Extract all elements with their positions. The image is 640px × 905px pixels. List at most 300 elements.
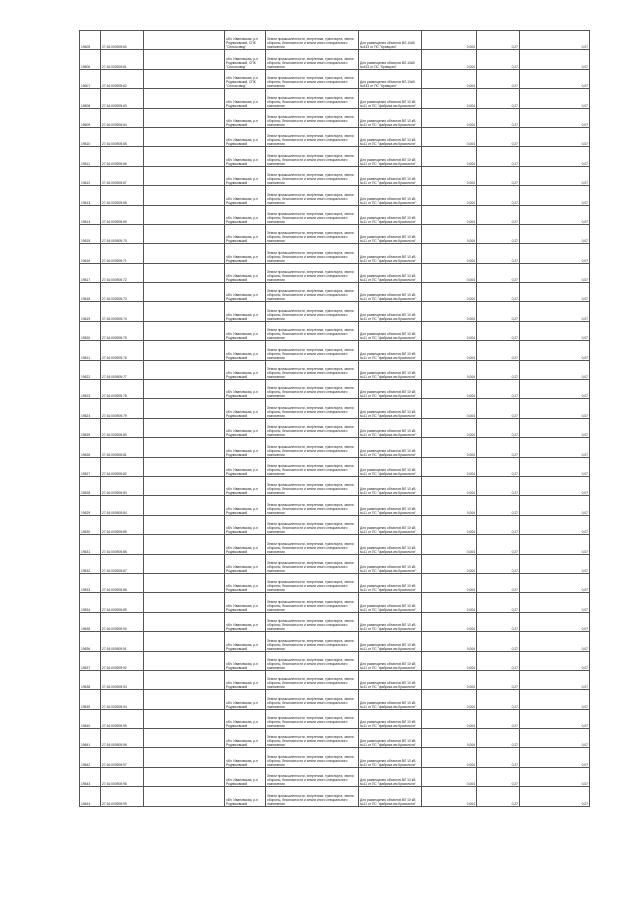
record-number-cell-text: 19611 <box>81 161 90 166</box>
cadastral-number-cell <box>101 438 144 457</box>
rate-cell-text: 0,27 <box>511 200 518 205</box>
table-row <box>80 651 590 670</box>
record-number-cell <box>80 670 101 689</box>
land-category-cell <box>266 89 359 108</box>
cadastral-number-cell-text: 27:16:000905:98 <box>102 782 127 787</box>
permitted-use-cell <box>359 457 422 476</box>
table-row <box>80 709 590 728</box>
value-cell-text: 0,07 <box>581 549 588 554</box>
address-cell <box>225 147 266 166</box>
address-cell-text: обл. Ивановская, р-н Родниковский <box>226 215 258 224</box>
value-cell-text: 0,07 <box>581 646 588 651</box>
rate-cell-text: 0,27 <box>511 161 518 166</box>
land-category-cell-text: Земли промышленности, энергетики, транспорта, земли обороны, безопасности и земли иного специального назначения <box>267 425 354 438</box>
rate-cell-text: 0,27 <box>511 278 518 283</box>
permitted-use-cell <box>359 709 422 728</box>
value-cell-text: 0,07 <box>581 375 588 380</box>
area-cell <box>422 554 477 573</box>
record-number-cell <box>80 283 101 302</box>
area-cell-text: 0,004 <box>466 530 475 535</box>
permitted-use-cell <box>359 515 422 534</box>
area-cell <box>422 612 477 631</box>
area-cell <box>422 729 477 748</box>
area-cell-text: 0,004 <box>466 375 475 380</box>
land-category-cell-text: Земли промышленности, энергетики, транспорта, земли обороны, безопасности и земли иного специального назначения <box>267 463 354 476</box>
area-cell-text: 0,004 <box>466 45 475 50</box>
record-number-cell-text: 19635 <box>81 627 91 632</box>
rate-cell <box>477 690 520 709</box>
land-category-cell-text: Земли промышленности, энергетики, транспорта, земли обороны, безопасности и земли иного специального назначения <box>267 619 354 632</box>
value-cell <box>520 31 590 50</box>
cadastral-number-cell <box>101 399 144 418</box>
permitted-use-cell-text: Для размещения объектов ВЛ 10 кВ №11 от ПС "фабрика им Красильни" <box>360 312 416 321</box>
record-number-cell-text: 19632 <box>81 568 91 573</box>
record-number-cell <box>80 50 101 69</box>
record-number-cell <box>80 612 101 631</box>
land-category-cell <box>266 418 359 437</box>
address-cell-text: обл. Ивановская, р-н Родниковский <box>226 351 258 360</box>
address-cell <box>225 166 266 185</box>
permitted-use-cell <box>359 69 422 88</box>
permitted-use-cell-text: Для размещения объектов ВЛ 10 кВ №11 от ПС "фабрика им Красильни" <box>360 157 416 166</box>
table-row <box>80 263 590 282</box>
cadastral-number-cell <box>101 670 144 689</box>
rate-cell-text: 0,27 <box>511 297 518 302</box>
area-cell-text: 0,004 <box>466 394 475 399</box>
address-cell-text: обл. Ивановская, р-н Родниковский <box>226 118 258 127</box>
cadastral-number-cell-text: 27:16:000905:64 <box>102 122 127 127</box>
permitted-use-cell-text: Для размещения объектов ВЛ 10 кВ №11 от ПС "фабрика им Красильни" <box>360 467 416 476</box>
rate-cell <box>477 108 520 127</box>
permitted-use-cell-text: Для размещения объектов ВЛ 10 кВ №11 от ПС "фабрика им Красильни" <box>360 118 416 127</box>
record-number-cell <box>80 89 101 108</box>
rate-cell <box>477 476 520 495</box>
land-category-cell <box>266 535 359 554</box>
empty-cell <box>144 418 225 437</box>
permitted-use-cell-text: Для размещения объектов ВЛ 10 кВ №11 от ПС "фабрика им Красильни" <box>360 274 416 283</box>
empty-cell <box>144 515 225 534</box>
permitted-use-cell <box>359 283 422 302</box>
permitted-use-cell-text: Для размещения объектов ВЛ 10 кВ №11 от ПС "фабрика им Красильни" <box>360 235 416 244</box>
rate-cell-text: 0,27 <box>511 413 518 418</box>
address-cell-text: обл. Ивановская, р-н Родниковский <box>226 254 258 263</box>
value-cell-text: 0,07 <box>581 588 588 593</box>
value-cell-text: 0,07 <box>581 278 588 283</box>
land-category-cell <box>266 380 359 399</box>
document-page <box>79 30 588 807</box>
value-cell-text: 0,07 <box>581 336 588 341</box>
record-number-cell <box>80 709 101 728</box>
value-cell <box>520 341 590 360</box>
land-category-cell-text: Земли промышленности, энергетики, транспорта, земли обороны, безопасности и земли иного специального назначения <box>267 367 354 380</box>
record-number-cell-text: 19638 <box>81 685 91 690</box>
record-number-cell <box>80 632 101 651</box>
area-cell <box>422 283 477 302</box>
record-number-cell-text: 19627 <box>81 471 91 476</box>
cadastral-number-cell-text: 27:16:000905:76 <box>102 355 127 360</box>
land-category-cell-text: Земли промышленности, энергетики, транспорта, земли обороны, безопасности и земли иного специального назначения <box>267 95 354 108</box>
value-cell <box>520 496 590 515</box>
land-category-cell <box>266 321 359 340</box>
value-cell <box>520 476 590 495</box>
address-cell <box>225 108 266 127</box>
land-category-cell <box>266 651 359 670</box>
value-cell <box>520 360 590 379</box>
record-number-cell-text: 19624 <box>81 413 91 418</box>
cadastral-number-cell <box>101 69 144 88</box>
area-cell-text: 0,004 <box>466 568 475 573</box>
rate-cell <box>477 709 520 728</box>
value-cell-text: 0,07 <box>581 258 588 263</box>
area-cell-text: 0,004 <box>466 103 475 108</box>
cadastral-number-cell <box>101 651 144 670</box>
address-cell-text: обл. Ивановская, р-н Родниковский <box>226 642 258 651</box>
area-cell <box>422 767 477 786</box>
area-cell-text: 0,004 <box>466 200 475 205</box>
record-number-cell <box>80 108 101 127</box>
address-cell-text: обл. Ивановская, р-н Родниковский <box>226 778 258 787</box>
record-number-cell-text: 19613 <box>81 200 91 205</box>
permitted-use-cell <box>359 593 422 612</box>
record-number-cell-text: 19617 <box>81 278 91 283</box>
address-cell-text: обл. Ивановская, р-н Родниковский <box>226 487 258 496</box>
address-cell-text: обл. Ивановская, р-н Родниковский, СПК "Сельхозвод" <box>226 56 258 69</box>
land-category-cell <box>266 670 359 689</box>
rate-cell <box>477 593 520 612</box>
permitted-use-cell <box>359 573 422 592</box>
address-cell <box>225 690 266 709</box>
land-category-cell <box>266 593 359 612</box>
table-row <box>80 612 590 631</box>
area-cell-text: 0,004 <box>466 316 475 321</box>
cadastral-number-cell <box>101 89 144 108</box>
land-category-cell-text: Земли промышленности, энергетики, транспорта, земли обороны, безопасности и земли иного специального назначения <box>267 696 354 709</box>
value-cell <box>520 108 590 127</box>
land-category-cell <box>266 767 359 786</box>
permitted-use-cell <box>359 321 422 340</box>
value-cell-text: 0,07 <box>581 219 588 224</box>
cadastral-number-cell <box>101 244 144 263</box>
rate-cell <box>477 496 520 515</box>
area-cell <box>422 341 477 360</box>
rate-cell-text: 0,27 <box>511 665 518 670</box>
value-cell <box>520 767 590 786</box>
cadastral-number-cell-text: 27:16:000905:96 <box>102 743 127 748</box>
land-category-cell <box>266 612 359 631</box>
value-cell <box>520 147 590 166</box>
record-number-cell-text: 19610 <box>81 142 91 147</box>
permitted-use-cell-text: Для размещения объектов ВЛ 10 кВ №11 от ПС "фабрика им Красильни" <box>360 332 416 341</box>
land-category-cell-text: Земли промышленности, энергетики, транспорта, земли обороны, безопасности и земли иного специального назначения <box>267 502 354 515</box>
value-cell-text: 0,07 <box>581 627 588 632</box>
record-number-cell-text: 19625 <box>81 433 91 438</box>
address-cell <box>225 535 266 554</box>
area-cell <box>422 302 477 321</box>
permitted-use-cell-text: Для размещения объектов ВЛ 10 кВ №11 от ПС "фабрика им Красильни" <box>360 797 416 806</box>
address-cell <box>225 302 266 321</box>
address-cell-text: обл. Ивановская, р-н Родниковский <box>226 371 258 380</box>
cadastral-number-cell <box>101 690 144 709</box>
land-category-cell <box>266 690 359 709</box>
cadastral-number-cell-text: 27:16:000905:85 <box>102 530 127 535</box>
area-cell <box>422 670 477 689</box>
record-number-cell-text: 19608 <box>81 103 91 108</box>
cadastral-number-cell <box>101 457 144 476</box>
rate-cell-text: 0,27 <box>511 219 518 224</box>
address-cell-text: обл. Ивановская, р-н Родниковский <box>226 467 258 476</box>
rate-cell <box>477 147 520 166</box>
permitted-use-cell-text: Для размещения объектов ВЛ 10 кВ №11 от ПС "фабрика им Красильни" <box>360 739 416 748</box>
table-row <box>80 69 590 88</box>
address-cell <box>225 380 266 399</box>
permitted-use-cell-text: Для размещения объектов ВЛ 10 кВ №11 от ПС "фабрика им Красильни" <box>360 177 416 186</box>
land-category-cell-text: Земли промышленности, энергетики, транспорта, земли обороны, безопасности и земли иного специального назначения <box>267 37 354 50</box>
land-category-cell <box>266 787 359 806</box>
permitted-use-cell <box>359 399 422 418</box>
cadastral-number-cell <box>101 709 144 728</box>
rate-cell-text: 0,27 <box>511 530 518 535</box>
table-row <box>80 690 590 709</box>
record-number-cell <box>80 476 101 495</box>
land-category-cell <box>266 554 359 573</box>
empty-cell <box>144 476 225 495</box>
cadastral-number-cell-text: 27:16:000905:83 <box>102 491 127 496</box>
address-cell-text: обл. Ивановская, р-н Родниковский <box>226 429 258 438</box>
land-category-cell-text: Земли промышленности, энергетики, транспорта, земли обороны, безопасности и земли иного специального назначения <box>267 793 354 806</box>
record-number-cell <box>80 515 101 534</box>
permitted-use-cell-text: Для размещения объектов ВЛ 10 кВ №11 от ПС "фабрика им Красильни" <box>360 506 416 515</box>
land-category-cell <box>266 360 359 379</box>
permitted-use-cell <box>359 302 422 321</box>
record-number-cell-text: 19612 <box>81 181 91 186</box>
table-row <box>80 31 590 50</box>
empty-cell <box>144 186 225 205</box>
area-cell <box>422 50 477 69</box>
land-category-cell-text: Земли промышленности, энергетики, транспорта, земли обороны, безопасности и земли иного специального назначения <box>267 580 354 593</box>
rate-cell <box>477 651 520 670</box>
address-cell <box>225 50 266 69</box>
value-cell <box>520 612 590 631</box>
land-category-cell-text: Земли промышленности, энергетики, транспорта, земли обороны, безопасности и земли иного специального назначения <box>267 347 354 360</box>
land-category-cell-text: Земли промышленности, энергетики, транспорта, земли обороны, безопасности и земли иного специального назначения <box>267 677 354 690</box>
value-cell <box>520 748 590 767</box>
permitted-use-cell-text: Для размещения объектов ВЛ 10 кВ №11 от ПС "фабрика им Красильни" <box>360 99 416 108</box>
area-cell <box>422 31 477 50</box>
empty-cell <box>144 321 225 340</box>
cadastral-number-cell <box>101 166 144 185</box>
land-category-cell-text: Земли промышленности, энергетики, транспорта, земли обороны, безопасности и земли иного специального назначения <box>267 405 354 418</box>
cadastral-number-cell-text: 27:16:000905:94 <box>102 704 127 709</box>
cadastral-number-cell <box>101 321 144 340</box>
area-cell <box>422 709 477 728</box>
record-number-cell-text: 19630 <box>81 530 91 535</box>
value-cell-text: 0,07 <box>581 685 588 690</box>
permitted-use-cell <box>359 224 422 243</box>
record-number-cell <box>80 69 101 88</box>
address-cell <box>225 748 266 767</box>
value-cell <box>520 321 590 340</box>
rate-cell <box>477 341 520 360</box>
land-category-cell <box>266 166 359 185</box>
area-cell <box>422 244 477 263</box>
permitted-use-cell-text: Для размещения объектов ВЛ 10 кВ №11 от ПС "фабрика им Красильни" <box>360 215 416 224</box>
rate-cell <box>477 283 520 302</box>
land-category-cell <box>266 108 359 127</box>
rate-cell-text: 0,27 <box>511 258 518 263</box>
value-cell <box>520 593 590 612</box>
record-number-cell <box>80 496 101 515</box>
land-category-cell <box>266 341 359 360</box>
address-cell-text: обл. Ивановская, р-н Родниковский, СПК "Сельхозвод" <box>226 76 258 89</box>
record-number-cell-text: 19605 <box>81 45 91 50</box>
land-category-cell-text: Земли промышленности, энергетики, транспорта, земли обороны, безопасности и земли иного специального назначения <box>267 192 354 205</box>
value-cell <box>520 166 590 185</box>
cadastral-number-cell-text: 27:16:000905:66 <box>102 161 127 166</box>
cadastral-number-cell-text: 27:16:000905:80 <box>102 433 127 438</box>
area-cell-text: 0,004 <box>466 84 475 89</box>
value-cell-text: 0,07 <box>581 762 588 767</box>
permitted-use-cell-text: Для размещения объектов ВЛ 10 кВ №11 от ПС "фабрика им Красильни" <box>360 526 416 535</box>
rate-cell <box>477 166 520 185</box>
permitted-use-cell <box>359 147 422 166</box>
rate-cell <box>477 205 520 224</box>
value-cell-text: 0,07 <box>581 607 588 612</box>
record-number-cell <box>80 438 101 457</box>
area-cell <box>422 360 477 379</box>
land-category-cell <box>266 399 359 418</box>
area-cell-text: 0,004 <box>466 588 475 593</box>
value-cell <box>520 244 590 263</box>
empty-cell <box>144 147 225 166</box>
area-cell <box>422 399 477 418</box>
address-cell <box>225 496 266 515</box>
address-cell <box>225 31 266 50</box>
cadastral-number-cell-text: 27:16:000905:78 <box>102 394 127 399</box>
empty-cell <box>144 224 225 243</box>
empty-cell <box>144 341 225 360</box>
rate-cell-text: 0,27 <box>511 491 518 496</box>
address-cell <box>225 612 266 631</box>
rate-cell-text: 0,27 <box>511 782 518 787</box>
cadastral-number-cell-text: 27:16:000905:60 <box>102 45 127 50</box>
land-category-cell-text: Земли промышленности, энергетики, транспорта, земли обороны, безопасности и земли иного специального назначения <box>267 657 354 670</box>
record-number-cell-text: 19620 <box>81 336 91 341</box>
area-cell-text: 0,004 <box>466 239 475 244</box>
rate-cell-text: 0,27 <box>511 801 518 806</box>
record-number-cell-text: 19631 <box>81 549 91 554</box>
cadastral-number-cell <box>101 767 144 786</box>
permitted-use-cell-text: Для размещения объектов ВЛ 10 кВ №11 от ПС "фабрика им Красильни" <box>360 564 416 573</box>
value-cell-text: 0,07 <box>581 471 588 476</box>
address-cell <box>225 399 266 418</box>
empty-cell <box>144 670 225 689</box>
area-cell <box>422 515 477 534</box>
empty-cell <box>144 554 225 573</box>
land-category-cell-text: Земли промышленности, энергетики, транспорта, земли обороны, безопасности и земли иного специального назначения <box>267 308 354 321</box>
value-cell <box>520 573 590 592</box>
land-category-cell <box>266 127 359 146</box>
value-cell <box>520 283 590 302</box>
land-category-cell-text: Земли промышленности, энергетики, транспорта, земли обороны, безопасности и земли иного специального назначения <box>267 250 354 263</box>
address-cell-text: обл. Ивановская, р-н Родниковский <box>226 720 258 729</box>
value-cell <box>520 224 590 243</box>
table-row <box>80 50 590 69</box>
permitted-use-cell-text: Для размещения объектов ВЛ-10кВ №433 от ПС "Кривцово" <box>360 60 415 69</box>
land-category-cell <box>266 147 359 166</box>
cadastral-number-cell <box>101 302 144 321</box>
area-cell-text: 0,004 <box>466 627 475 632</box>
rate-cell-text: 0,27 <box>511 84 518 89</box>
area-cell-text: 0,004 <box>466 433 475 438</box>
cadastral-number-cell <box>101 263 144 282</box>
permitted-use-cell <box>359 632 422 651</box>
rate-cell <box>477 767 520 786</box>
address-cell <box>225 418 266 437</box>
rate-cell-text: 0,27 <box>511 394 518 399</box>
permitted-use-cell <box>359 729 422 748</box>
permitted-use-cell <box>359 690 422 709</box>
cadastral-number-cell-text: 27:16:000905:93 <box>102 685 127 690</box>
rate-cell <box>477 50 520 69</box>
table-row <box>80 457 590 476</box>
record-number-cell-text: 19628 <box>81 491 91 496</box>
address-cell <box>225 573 266 592</box>
area-cell <box>422 147 477 166</box>
land-register-table <box>79 30 590 807</box>
permitted-use-cell <box>359 166 422 185</box>
record-number-cell-text: 19634 <box>81 607 91 612</box>
area-cell-text: 0,004 <box>466 646 475 651</box>
address-cell-text: обл. Ивановская, р-н Родниковский, СПК "Сельхозвод" <box>226 37 258 50</box>
land-category-cell <box>266 729 359 748</box>
record-number-cell-text: 19641 <box>81 743 91 748</box>
cadastral-number-cell-text: 27:16:000905:97 <box>102 762 127 767</box>
permitted-use-cell-text: Для размещения объектов ВЛ 10 кВ №11 от ПС "фабрика им Красильни" <box>360 584 416 593</box>
land-category-cell-text: Земли промышленности, энергетики, транспорта, земли обороны, безопасности и земли иного специального назначения <box>267 754 354 767</box>
area-cell-text: 0,004 <box>466 549 475 554</box>
table-row <box>80 632 590 651</box>
cadastral-number-cell-text: 27:16:000905:84 <box>102 510 127 515</box>
rate-cell <box>477 321 520 340</box>
land-category-cell-text: Земли промышленности, энергетики, транспорта, земли обороны, безопасности и земли иного специального назначения <box>267 289 354 302</box>
table-row <box>80 438 590 457</box>
cadastral-number-cell-text: 27:16:000905:70 <box>102 239 127 244</box>
address-cell-text: обл. Ивановская, р-н Родниковский <box>226 661 258 670</box>
rate-cell-text: 0,27 <box>511 607 518 612</box>
area-cell <box>422 593 477 612</box>
empty-cell <box>144 535 225 554</box>
rate-cell <box>477 380 520 399</box>
cadastral-number-cell-text: 27:16:000905:89 <box>102 607 127 612</box>
value-cell-text: 0,07 <box>581 394 588 399</box>
address-cell-text: обл. Ивановская, р-н Родниковский <box>226 758 258 767</box>
area-cell-text: 0,004 <box>466 704 475 709</box>
empty-cell <box>144 302 225 321</box>
rate-cell <box>477 31 520 50</box>
area-cell <box>422 438 477 457</box>
address-cell <box>225 438 266 457</box>
empty-cell <box>144 573 225 592</box>
value-cell-text: 0,07 <box>581 45 588 50</box>
permitted-use-cell-text: Для размещения объектов ВЛ 10 кВ №11 от ПС "фабрика им Красильни" <box>360 196 416 205</box>
table-row <box>80 244 590 263</box>
permitted-use-cell <box>359 127 422 146</box>
rate-cell <box>477 554 520 573</box>
rate-cell-text: 0,27 <box>511 743 518 748</box>
table-row <box>80 360 590 379</box>
empty-cell <box>144 787 225 806</box>
land-category-cell-text: Земли промышленности, энергетики, транспорта, земли обороны, безопасности и земли иного специального назначения <box>267 522 354 535</box>
